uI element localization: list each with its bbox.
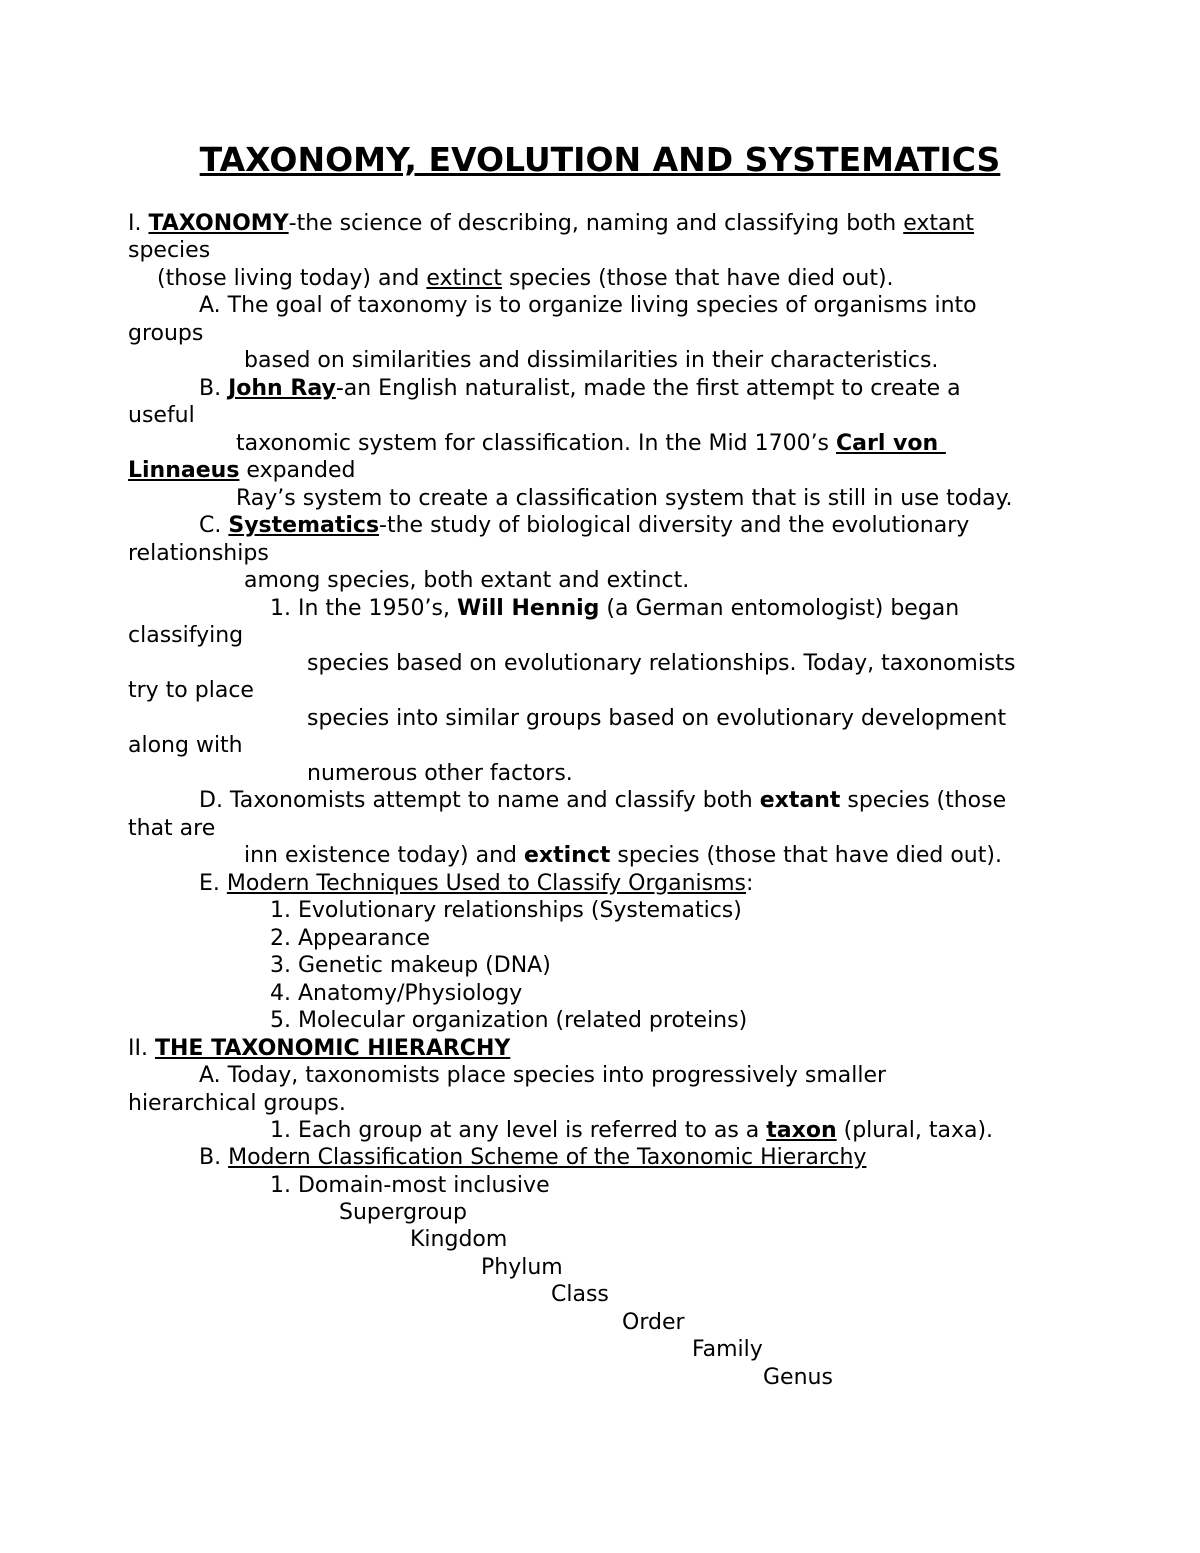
point-label: B. bbox=[199, 376, 229, 401]
technique-item: 5. Molecular organization (related proteins) bbox=[270, 1008, 748, 1033]
definition-text: -the science of describing, naming and classifying both bbox=[288, 211, 904, 236]
point-c1-line-6: along with bbox=[128, 733, 243, 758]
techniques-heading: Modern Techniques Used to Classify Organisms bbox=[226, 871, 746, 896]
page-title: TAXONOMY, EVOLUTION AND SYSTEMATICS bbox=[199, 140, 1001, 179]
definition-text: species (those that have died out). bbox=[501, 266, 894, 291]
point-b-line-1 bbox=[199, 375, 961, 403]
point-text: -the study of biological diversity and the evolutionary bbox=[379, 513, 970, 538]
point-text: (a German entomologist) began bbox=[599, 596, 960, 621]
term-taxonomy: TAXONOMY bbox=[148, 211, 289, 236]
point-text: species (those bbox=[840, 788, 1007, 813]
classification-scheme-heading: Modern Classification Scheme of the Taxonomic Hierarchy bbox=[228, 1145, 867, 1170]
point-text: D. Taxonomists attempt to name and classify both bbox=[199, 788, 760, 813]
rank-kingdom: Kingdom bbox=[410, 1227, 508, 1252]
taxonomy-definition-line-2: species bbox=[128, 238, 211, 263]
point-b-line-4 bbox=[128, 457, 355, 485]
rank-phylum: Phylum bbox=[481, 1255, 563, 1280]
term-extant: extant bbox=[903, 211, 975, 236]
technique-item: 1. Evolutionary relationships (Systematics) bbox=[270, 898, 742, 923]
rank-order: Order bbox=[622, 1310, 685, 1335]
point-text: -an English naturalist, made the first attempt to create a bbox=[335, 376, 961, 401]
point-label: C. bbox=[199, 513, 229, 538]
point-c-line-2: relationships bbox=[128, 541, 269, 566]
hierarchy-point-b-heading bbox=[199, 1144, 866, 1172]
taxonomy-definition-line-3 bbox=[157, 265, 894, 293]
rank-genus: Genus bbox=[763, 1365, 833, 1390]
section-number: II. bbox=[128, 1036, 155, 1061]
technique-item: 2. Appearance bbox=[270, 926, 431, 951]
section-2-heading bbox=[128, 1035, 510, 1063]
name-john-ray: John Ray bbox=[228, 376, 336, 401]
term-extinct: extinct bbox=[426, 266, 502, 291]
point-text: inn existence today) and bbox=[244, 843, 524, 868]
point-a-line-1: A. The goal of taxonomy is to organize living species of organisms into bbox=[199, 293, 977, 318]
point-d-line-1 bbox=[199, 787, 1006, 815]
point-text: 1. Each group at any level is referred to as a bbox=[270, 1118, 767, 1143]
point-d-line-3 bbox=[244, 842, 1002, 870]
hierarchy-point-a-line-1: A. Today, taxonomists place species into progressively smaller bbox=[199, 1063, 887, 1088]
section-number: I. bbox=[128, 211, 149, 236]
point-c1-line-4: try to place bbox=[128, 678, 254, 703]
term-systematics: Systematics bbox=[228, 513, 380, 538]
point-text: (plural, taxa). bbox=[836, 1118, 994, 1143]
definition-text: (those living today) and bbox=[157, 266, 427, 291]
point-c1-line-3: species based on evolutionary relationships. Today, taxonomists bbox=[307, 651, 1016, 676]
rank-class: Class bbox=[551, 1282, 609, 1307]
hierarchy-point-a1 bbox=[270, 1117, 993, 1145]
point-text: : bbox=[746, 871, 754, 896]
name-linnaeus: Linnaeus bbox=[128, 458, 240, 483]
point-c-line-3: among species, both extant and extinct. bbox=[244, 568, 690, 593]
name-will-hennig: Will Hennig bbox=[456, 596, 600, 621]
point-text: expanded bbox=[239, 458, 356, 483]
point-d-line-2: that are bbox=[128, 816, 216, 841]
point-c1-line-7: numerous other factors. bbox=[307, 761, 573, 786]
point-a-line-3: based on similarities and dissimilarities in their characteristics. bbox=[244, 348, 939, 373]
technique-item: 4. Anatomy/Physiology bbox=[270, 981, 523, 1006]
point-c1-line-5: species into similar groups based on evolutionary development bbox=[307, 706, 1007, 731]
point-c1-line-1 bbox=[270, 595, 959, 623]
point-a-line-2: groups bbox=[128, 321, 204, 346]
point-text: species (those that have died out). bbox=[610, 843, 1002, 868]
point-b-line-5: Ray’s system to create a classification system that is still in use today. bbox=[236, 486, 1013, 511]
hierarchy-heading: THE TAXONOMIC HIERARCHY bbox=[154, 1036, 511, 1061]
point-c-line-1 bbox=[199, 512, 969, 540]
point-label: E. bbox=[199, 871, 227, 896]
point-text: taxonomic system for classification. In the Mid 1700’s bbox=[236, 431, 837, 456]
rank-domain: 1. Domain-most inclusive bbox=[270, 1173, 550, 1198]
term-extinct-bold: extinct bbox=[523, 843, 611, 868]
point-e-heading bbox=[199, 870, 753, 898]
term-taxon: taxon bbox=[766, 1118, 837, 1143]
hierarchy-point-a-line-2: hierarchical groups. bbox=[128, 1091, 346, 1116]
point-label: B. bbox=[199, 1145, 229, 1170]
point-b-line-2: useful bbox=[128, 403, 195, 428]
point-b-line-3 bbox=[236, 430, 946, 458]
technique-item: 3. Genetic makeup (DNA) bbox=[270, 953, 551, 978]
taxonomy-definition-line-1 bbox=[128, 210, 974, 238]
rank-family: Family bbox=[692, 1337, 763, 1362]
point-text: 1. In the 1950’s, bbox=[270, 596, 457, 621]
point-c1-line-2: classifying bbox=[128, 623, 244, 648]
name-carl-von: Carl von bbox=[836, 431, 946, 456]
term-extant-bold: extant bbox=[759, 788, 841, 813]
rank-supergroup: Supergroup bbox=[339, 1200, 467, 1225]
